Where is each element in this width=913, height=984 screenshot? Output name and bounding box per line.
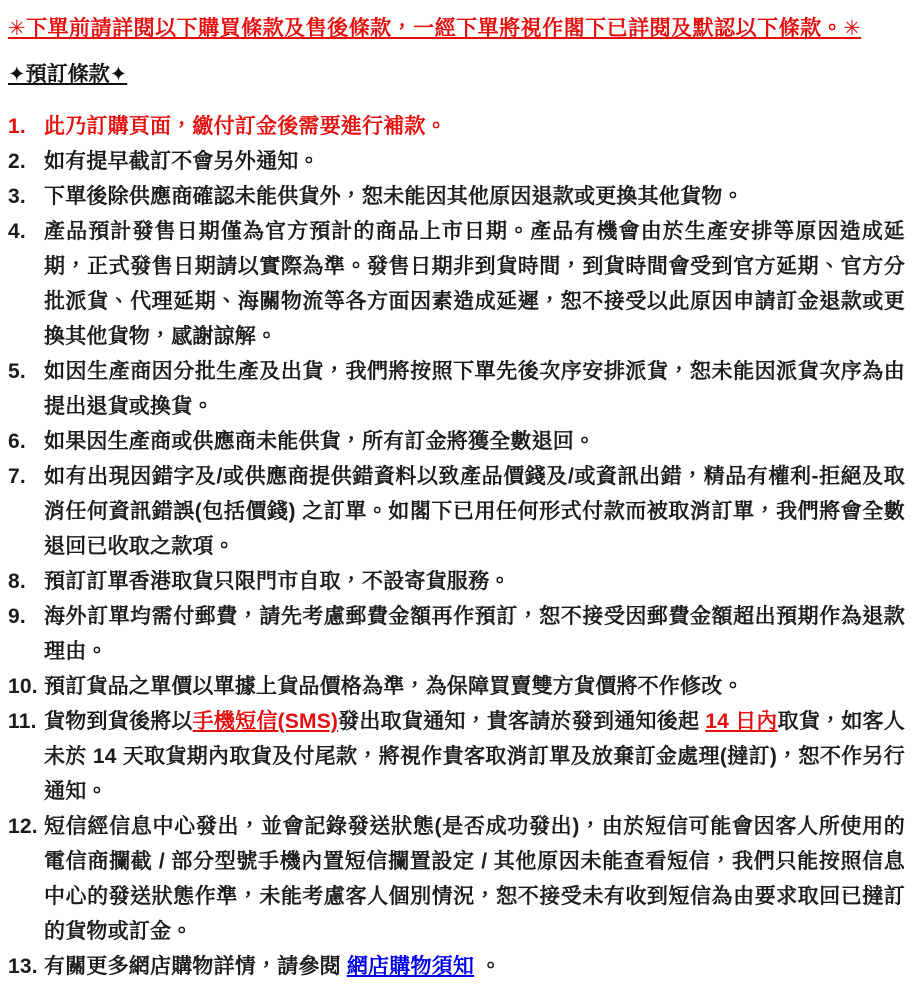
term-number: 11. (8, 710, 37, 733)
term-number: 8. (8, 570, 26, 593)
term-text-segment: 如果因生產商或供應商未能供貨，所有訂金將獲全數退回。 (44, 430, 596, 453)
term-text-segment: 如有出現因錯字及/或供應商提供錯資料以致產品價錢及/或資訊出錯，精品有權利-拒絕及取消任何資訊錯誤(包括價錢) 之訂單。如閣下已用任何形式付款而被取消訂單，我們將會全數退回已收取之款項。 (44, 465, 905, 558)
term-text-segment: 預訂訂單香港取貨只限門市自取，不設寄貨服務。 (44, 570, 511, 593)
term-item (6, 354, 905, 424)
term-number: 10. (8, 675, 38, 698)
term-item (6, 109, 905, 144)
term-number: 12. (8, 815, 38, 838)
term-text-segment: 取貨，如客人未於 14 天取貨期內取貨及付尾款，將視作貴客取消訂單及放棄訂金處理(撻訂)，恕不作另行通知。 (44, 710, 906, 803)
term-text-segment: 如有提早截訂不會另外通知。 (44, 150, 320, 173)
term-text-segment: 14 日內 (705, 710, 778, 733)
store-shopping-notice-link[interactable]: 網店購物須知 (346, 955, 475, 978)
term-text-segment: 貨物到貨後將以 (44, 710, 193, 733)
term-number: 3. (8, 185, 26, 208)
section-title-preorder-terms: ✦預訂條款✦ (8, 63, 128, 86)
term-number: 5. (8, 360, 26, 383)
term-text-segment: 手機短信(SMS) (192, 710, 339, 733)
term-item (6, 144, 905, 179)
term-number: 2. (8, 150, 26, 173)
term-text-segment: 發出取貨通知，貴客請於發到通知後起 (338, 710, 706, 733)
term-item (6, 424, 905, 459)
term-number: 7. (8, 465, 26, 488)
term-number: 13. (8, 955, 38, 978)
term-item (6, 459, 905, 564)
terms-list (6, 109, 905, 984)
term-text-segment: 此乃訂購頁面，繳付訂金後需要進行補款。 (44, 115, 447, 138)
term-number: 1. (8, 115, 26, 138)
term-item (6, 669, 905, 704)
term-number: 4. (8, 220, 26, 243)
term-text-segment: 預訂貨品之單價以單據上貨品價格為準，為保障買賣雙方貨價將不作修改。 (44, 675, 744, 698)
term-text-segment: 有關更多網店購物詳情，請參閱 (44, 955, 347, 978)
term-text-segment: 海外訂單均需付郵費，請先考慮郵費金額再作預訂，恕不接受因郵費金額超出預期作為退款理由。 (44, 605, 905, 663)
term-text-segment: 產品預計發售日期僅為官方預計的商品上市日期。產品有機會由於生產安排等原因造成延期，正式發售日期請以實際為準。發售日期非到貨時間，到貨時間會受到官方延期、官方分批派貨、代理延期、海關物流等各方面因素造成延遲，恕不接受以此原因申請訂金退款或更換其他貨物，感謝諒解。 (44, 220, 905, 348)
term-text-segment: 。 (474, 955, 502, 978)
term-item (6, 949, 905, 984)
term-text-segment: 如因生產商因分批生產及出貨，我們將按照下單先後次序安排派貨，恕未能因派貨次序為由提出退貨或換貨。 (44, 360, 905, 418)
term-item (6, 179, 905, 214)
term-item (6, 704, 905, 809)
term-item (6, 214, 905, 354)
term-number: 6. (8, 430, 26, 453)
header-warning-notice: ✳下單前請詳閱以下購買條款及售後條款，一經下單將視作閣下已詳閱及默認以下條款。✳ (8, 17, 862, 40)
term-item (6, 599, 905, 669)
term-number: 9. (8, 605, 26, 628)
term-text-segment: 短信經信息中心發出，並會記錄發送狀態(是否成功發出)，由於短信可能會因客人所使用的電信商攔截 / 部分型號手機內置短信攔置設定 / 其他原因未能查看短信，我們只能按照信息中心的發送狀態作準，未能考慮客人個別情況，恕不接受未有收到短信為由要求取回已撻訂的貨物或訂金。 (44, 815, 905, 943)
term-item (6, 564, 905, 599)
term-text-segment: 下單後除供應商確認未能供貨外，恕未能因其他原因退款或更換其他貨物。 (44, 185, 744, 208)
term-item (6, 809, 905, 949)
